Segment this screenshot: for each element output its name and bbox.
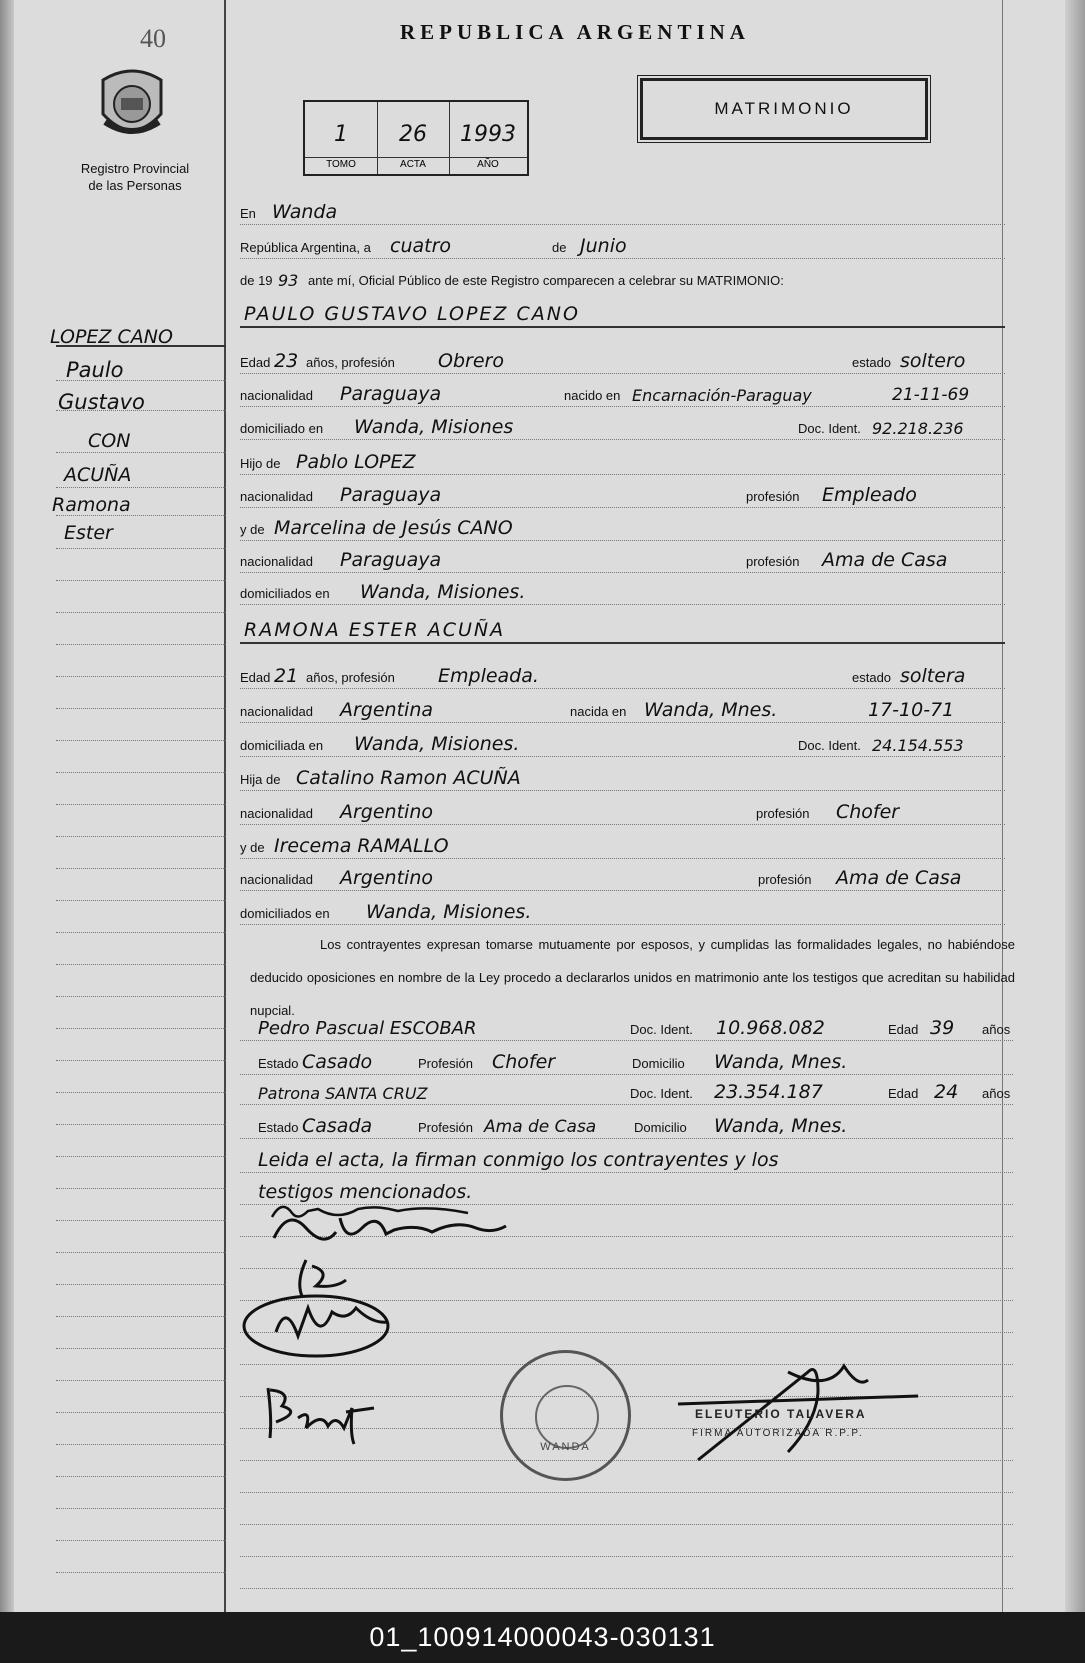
bride-parents-address-line	[240, 896, 1005, 925]
domiciliados-label: domiciliados en	[240, 906, 330, 921]
bride-birthdate: 17-10-71	[868, 699, 955, 721]
en-label: En	[240, 206, 256, 221]
witness2-detail-line	[240, 1110, 1013, 1139]
ano-cell	[449, 102, 527, 174]
statement: ante mí, Oficial Público de este Registro comparecen a celebrar su MATRIMONIO:	[308, 273, 784, 288]
registry-name	[60, 160, 210, 194]
registry-line-2: de las Personas	[88, 178, 182, 193]
closing-text-1: Leida el acta, la firman conmigo los contrayentes y los	[258, 1149, 779, 1171]
groom-father-nat-line	[240, 479, 1005, 508]
witness-estado-label: Estado	[258, 1056, 299, 1071]
rep-label: República Argentina, a	[240, 240, 371, 255]
margin-name-3: Ramona	[52, 494, 131, 516]
bride-name: RAMONA ESTER ACUÑA	[244, 619, 506, 641]
witness-profesion-label: Profesión	[418, 1120, 473, 1135]
bride-mother: Irecema RAMALLO	[274, 835, 449, 857]
official-label: FIRMA AUTORIZADA R.P.P.	[692, 1428, 864, 1439]
provincial-seal-icon	[95, 62, 169, 146]
page-edge	[1065, 0, 1085, 1612]
groom-name-line	[240, 298, 1005, 328]
groom-mother-nat-line	[240, 544, 1005, 573]
bride-address-line	[240, 728, 1005, 757]
doc-label: Doc. Ident.	[798, 738, 861, 753]
month-value: Junio	[580, 235, 627, 257]
groom-age: 23	[274, 350, 299, 372]
witness-doc-label: Doc. Ident.	[630, 1086, 693, 1101]
tomo-label: TOMO	[305, 157, 377, 170]
bride-mother-nat: Argentino	[340, 867, 433, 889]
closing-text-2: testigos mencionados.	[258, 1181, 473, 1203]
witness1-profession: Chofer	[492, 1051, 556, 1073]
anos-profesion-label: años, profesión	[306, 355, 395, 370]
witness1-age: 39	[930, 1017, 955, 1039]
groom-address-line	[240, 411, 1005, 440]
official-name: ELEUTERIO TALAVERA	[695, 1407, 867, 1421]
groom-nat-line	[240, 378, 1005, 407]
groom-mother-line	[240, 512, 1005, 541]
document-title: REPUBLICA ARGENTINA	[400, 20, 750, 44]
margin-divider	[224, 0, 226, 1612]
hijo-label: Hijo de	[240, 456, 281, 471]
edad-label: Edad	[240, 670, 271, 685]
witness1-detail-line	[240, 1046, 1013, 1075]
witness1-status: Casado	[302, 1051, 373, 1073]
nacida-label: nacida en	[570, 704, 627, 719]
bride-mother-line	[240, 830, 1005, 859]
domiciliado-label: domiciliado en	[240, 421, 324, 436]
nacionalidad-label: nacionalidad	[240, 554, 314, 569]
profesion-label: profesión	[756, 806, 810, 821]
domiciliada-label: domiciliada en	[240, 738, 324, 753]
profesion-label: profesión	[746, 554, 800, 569]
nacido-label: nacido en	[564, 388, 621, 403]
groom-father-prof: Empleado	[822, 484, 917, 506]
groom-nationality: Paraguaya	[340, 383, 442, 405]
witness-estado-label: Estado	[258, 1120, 299, 1135]
acta-label: ACTA	[377, 157, 449, 170]
bride-age-line	[240, 660, 1005, 689]
signature-witness	[262, 1378, 382, 1448]
witness1-name: Pedro Pascual ESCOBAR	[258, 1018, 477, 1039]
registry-line-1: Registro Provincial	[80, 161, 190, 176]
nacionalidad-label: nacionalidad	[240, 872, 314, 887]
bride-age: 21	[274, 665, 299, 687]
nacionalidad-label: nacionalidad	[240, 806, 314, 821]
declaration-text: Los contrayentes expresan tomarse mutuamente por esposos, y cumplidas las formalidades legales, no habiéndose deducido oposiciones en nombre de la Ley procedo a declararlos unidos en matrimonio ante los testigos que acreditan su habilidad nupcial.	[250, 937, 1015, 1018]
day-value: cuatro	[390, 235, 452, 257]
bride-father: Catalino Ramon ACUÑA	[296, 767, 521, 789]
year-value: 93	[278, 271, 299, 290]
profesion-label: profesión	[758, 872, 812, 887]
margin-name-2: Gustavo	[58, 390, 145, 414]
tomo-cell	[305, 102, 378, 174]
en-value: Wanda	[272, 201, 338, 223]
bride-address: Wanda, Misiones.	[354, 733, 520, 755]
edad-label: Edad	[240, 355, 271, 370]
bride-birthplace: Wanda, Mnes.	[644, 699, 778, 721]
book-binding	[0, 0, 14, 1612]
de-label: de	[552, 240, 567, 255]
bride-father-nat-line	[240, 796, 1005, 825]
line-year	[240, 263, 1005, 291]
groom-mother-prof: Ama de Casa	[822, 549, 948, 571]
bride-nat-line	[240, 694, 1005, 723]
margin-name-4: Ester	[64, 522, 113, 544]
witness1-doc: 10.968.082	[716, 1017, 825, 1039]
signature-initials	[268, 1195, 508, 1225]
nacionalidad-label: nacionalidad	[240, 489, 314, 504]
groom-doc: 92.218.236	[872, 419, 964, 438]
margin-surname-2: ACUÑA	[64, 464, 132, 486]
groom-mother: Marcelina de Jesús CANO	[274, 517, 513, 539]
bride-profession: Empleada.	[438, 665, 539, 687]
witness2-doc: 23.354.187	[714, 1081, 823, 1103]
closing-line-1	[240, 1144, 1013, 1173]
witness2-name: Patrona SANTA CRUZ	[258, 1084, 428, 1103]
bride-parents-address: Wanda, Misiones.	[366, 901, 532, 923]
groom-address: Wanda, Misiones	[354, 416, 514, 438]
stamp-text: WANDA	[540, 1441, 591, 1453]
bride-status: soltera	[900, 665, 966, 687]
groom-parents-address: Wanda, Misiones.	[360, 581, 526, 603]
groom-father-line	[240, 446, 1005, 475]
witness-edad-label: Edad	[888, 1022, 919, 1037]
act-type-box: MATRIMONIO	[640, 78, 928, 140]
groom-age-line	[240, 345, 1005, 374]
groom-father-nat: Paraguaya	[340, 484, 442, 506]
bride-mother-nat-line	[240, 862, 1005, 891]
nacionalidad-label: nacionalidad	[240, 704, 314, 719]
acta-cell	[377, 102, 450, 174]
witness2-age: 24	[934, 1081, 959, 1103]
witness1-line	[240, 1012, 1013, 1041]
groom-parents-address-line	[240, 576, 1005, 605]
witness-profesion-label: Profesión	[418, 1056, 473, 1071]
margin-name-1: Paulo	[66, 358, 124, 382]
domiciliados-label: domiciliados en	[240, 586, 330, 601]
signature-bride	[236, 1252, 416, 1362]
witness-doc-label: Doc. Ident.	[630, 1022, 693, 1037]
witness-domicilio-label: Domicilio	[632, 1056, 685, 1071]
hija-label: Hija de	[240, 772, 281, 787]
witness2-status: Casada	[302, 1115, 373, 1137]
estado-label: estado	[852, 355, 892, 370]
registry-stamp	[500, 1350, 631, 1481]
margin-surname: LOPEZ CANO	[50, 326, 173, 348]
witness2-profession: Ama de Casa	[484, 1117, 597, 1137]
witness-edad-label: Edad	[888, 1086, 919, 1101]
groom-birthdate: 21-11-69	[892, 385, 970, 405]
groom-status: soltero	[900, 350, 966, 372]
witness2-address: Wanda, Mnes.	[714, 1115, 848, 1137]
witness2-line	[240, 1076, 1013, 1105]
acta-value: 26	[399, 122, 427, 147]
witness-anos-label: años	[982, 1022, 1011, 1037]
anos-profesion-label: años, profesión	[306, 670, 395, 685]
line-date	[240, 230, 1005, 259]
bride-doc: 24.154.553	[872, 736, 964, 755]
doc-label: Doc. Ident.	[798, 421, 861, 436]
groom-profession: Obrero	[438, 350, 504, 372]
bride-father-nat: Argentino	[340, 801, 433, 823]
acta-box	[303, 100, 529, 176]
ano-label: AÑO	[449, 157, 527, 170]
witness-anos-label: años	[982, 1086, 1011, 1101]
nacionalidad-label: nacionalidad	[240, 388, 314, 403]
tomo-value: 1	[334, 122, 348, 147]
line-en	[240, 196, 1005, 225]
scan-footer-code: 01_100914000043-030131	[369, 1622, 716, 1652]
ano-value: 1993	[460, 122, 516, 147]
page-number: 40	[140, 24, 166, 53]
groom-father: Pablo LOPEZ	[296, 451, 416, 473]
witness-domicilio-label: Domicilio	[634, 1120, 687, 1135]
bride-mother-prof: Ama de Casa	[836, 867, 962, 889]
groom-birthplace: Encarnación-Paraguay	[632, 386, 812, 405]
stamp-emblem-icon	[535, 1385, 599, 1449]
bride-father-prof: Chofer	[836, 801, 900, 823]
groom-name: PAULO GUSTAVO LOPEZ CANO	[244, 303, 580, 325]
witness1-address: Wanda, Mnes.	[714, 1051, 848, 1073]
estado-label: estado	[852, 670, 892, 685]
year-label: de 19	[240, 273, 273, 288]
bride-father-line	[240, 762, 1005, 791]
bride-name-line	[240, 614, 1005, 644]
groom-mother-nat: Paraguaya	[340, 549, 442, 571]
y-de-label: y de	[240, 522, 265, 537]
y-de-label: y de	[240, 840, 265, 855]
profesion-label: profesión	[746, 489, 800, 504]
margin-con: CON	[88, 430, 131, 452]
bride-nationality: Argentina	[340, 699, 434, 721]
